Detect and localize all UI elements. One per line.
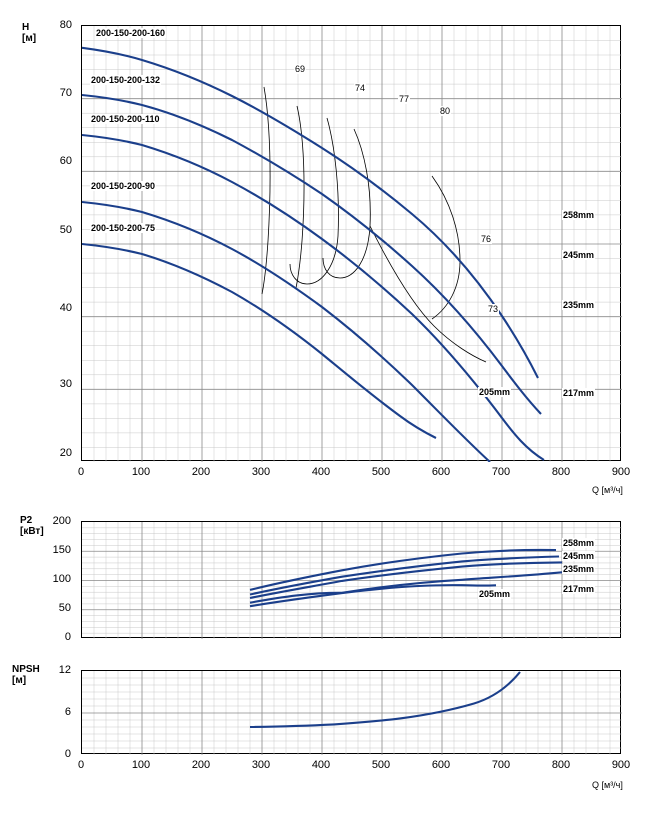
head-axis-title: H [м] xyxy=(22,22,37,44)
head-plot-area xyxy=(81,25,621,461)
efficiency-contour-73 xyxy=(370,226,486,362)
power-impeller-label-245mm: 245mm xyxy=(563,551,595,561)
head-ytick-80: 80 xyxy=(59,19,72,31)
efficiency-contour-69 xyxy=(262,87,270,294)
head-xtick-700: 700 xyxy=(491,466,511,478)
efficiency-label-74: 74 xyxy=(355,83,366,93)
model-label-75: 200-150-200-75 xyxy=(91,223,156,233)
head-xtick-200: 200 xyxy=(191,466,211,478)
head-impeller-label-245mm: 245mm xyxy=(563,250,595,260)
efficiency-contour-80 xyxy=(323,129,370,278)
npsh-axis-title: NPSH [м] xyxy=(12,664,40,686)
npsh-xtick-400: 400 xyxy=(311,759,331,771)
npsh-xtick-300: 300 xyxy=(251,759,271,771)
efficiency-contour-76 xyxy=(432,176,460,319)
npsh-ytick-12: 12 xyxy=(58,664,71,676)
efficiency-label-73: 73 xyxy=(488,304,499,314)
head-xtick-0: 0 xyxy=(77,466,85,478)
curve-200-150-200-132 xyxy=(82,95,541,414)
efficiency-label-77: 77 xyxy=(399,94,410,104)
npsh-plot-svg xyxy=(82,671,622,755)
npsh-xtick-500: 500 xyxy=(371,759,391,771)
head-ytick-30: 30 xyxy=(59,378,72,390)
head-xtick-600: 600 xyxy=(431,466,451,478)
power-axis-title: P2 [кВт] xyxy=(20,515,44,537)
power-ytick-50: 50 xyxy=(58,602,71,614)
head-ytick-60: 60 xyxy=(59,155,72,167)
npsh-xtick-900: 900 xyxy=(611,759,631,771)
model-label-132: 200-150-200-132 xyxy=(91,75,161,85)
npsh-xtick-600: 600 xyxy=(431,759,451,771)
head-ytick-50: 50 xyxy=(59,224,72,236)
power-impeller-label-205mm: 205mm xyxy=(479,589,511,599)
power-impeller-label-258mm: 258mm xyxy=(563,538,595,548)
npsh-ytick-6: 6 xyxy=(64,706,71,718)
head-xtick-100: 100 xyxy=(131,466,151,478)
head-ytick-70: 70 xyxy=(59,87,72,99)
head-plot-svg xyxy=(82,26,622,462)
npsh-xtick-800: 800 xyxy=(551,759,571,771)
head-xtick-900: 900 xyxy=(611,466,631,478)
model-label-160: 200-150-200-160 xyxy=(96,28,166,38)
efficiency-label-69: 69 xyxy=(295,64,306,74)
head-ytick-40: 40 xyxy=(59,302,72,314)
npsh-xaxis-title: Q [м³/ч] xyxy=(592,780,623,790)
power-ytick-0: 0 xyxy=(64,631,71,643)
head-impeller-label-217mm: 217mm xyxy=(563,388,595,398)
npsh-xtick-0: 0 xyxy=(77,759,85,771)
efficiency-label-76: 76 xyxy=(481,234,492,244)
npsh-xtick-200: 200 xyxy=(191,759,211,771)
head-xaxis-title: Q [м³/ч] xyxy=(592,485,623,495)
head-ytick-20: 20 xyxy=(59,447,72,459)
power-ytick-200: 200 xyxy=(52,515,71,527)
head-impeller-label-235mm: 235mm xyxy=(563,300,595,310)
power-impeller-label-235mm: 235mm xyxy=(563,564,595,574)
power-plot-area xyxy=(81,521,621,638)
npsh-xtick-700: 700 xyxy=(491,759,511,771)
head-xtick-800: 800 xyxy=(551,466,571,478)
npsh-xtick-100: 100 xyxy=(131,759,151,771)
power-ytick-100: 100 xyxy=(52,573,71,585)
head-impeller-label-258mm: 258mm xyxy=(563,210,595,220)
head-xtick-400: 400 xyxy=(311,466,331,478)
head-impeller-label-205mm: 205mm xyxy=(479,387,511,397)
power-plot-svg xyxy=(82,522,622,639)
npsh-plot-area xyxy=(81,670,621,754)
head-xtick-500: 500 xyxy=(371,466,391,478)
model-label-90: 200-150-200-90 xyxy=(91,181,156,191)
power-ytick-150: 150 xyxy=(52,544,71,556)
head-xtick-300: 300 xyxy=(251,466,271,478)
model-label-110: 200-150-200-110 xyxy=(91,114,160,124)
npsh-ytick-0: 0 xyxy=(64,748,71,760)
npsh-curve xyxy=(250,672,520,727)
efficiency-label-80: 80 xyxy=(440,106,451,116)
power-impeller-label-217mm: 217mm xyxy=(563,584,595,594)
